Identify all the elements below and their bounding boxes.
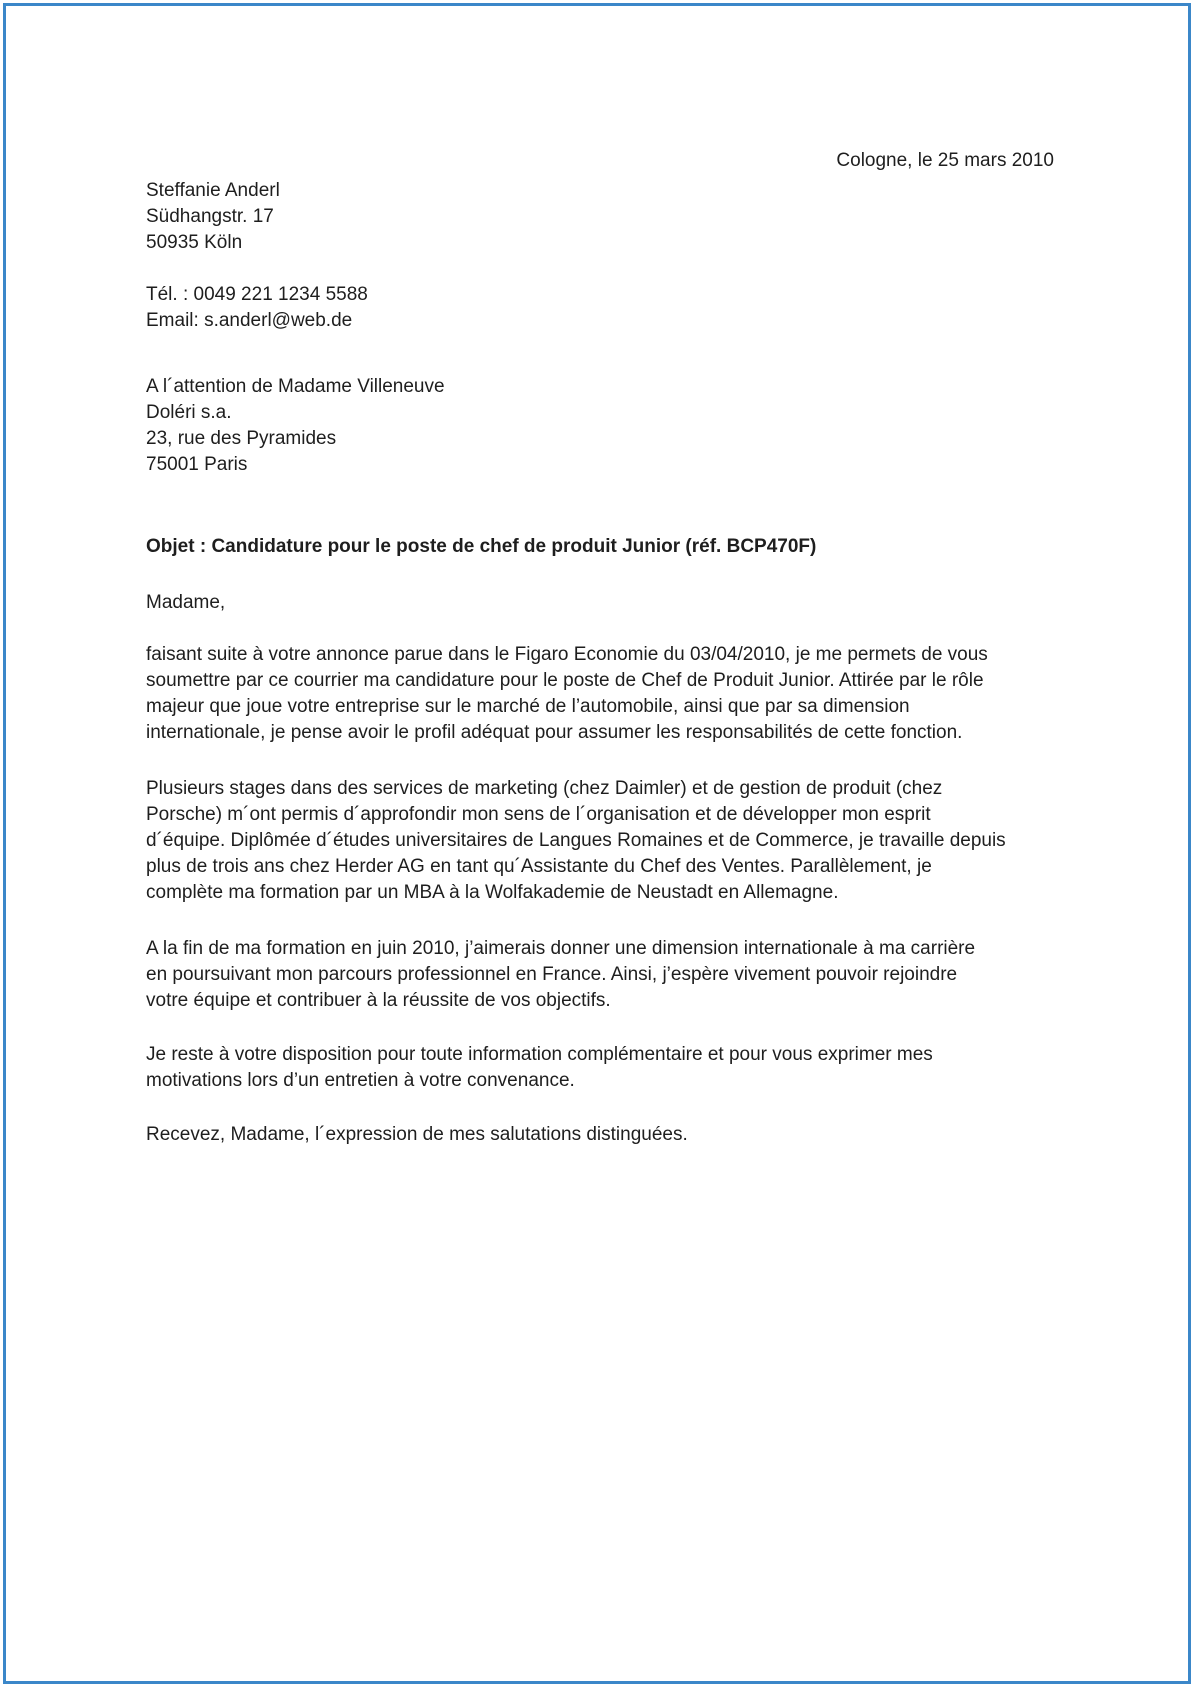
sender-city: 50935 Köln: [146, 232, 243, 253]
letter-salutation: Madame,: [146, 592, 226, 613]
paragraph-line: d´équipe. Diplômée d´études universitaires de Langues Romaines et de Commerce, je travaille depuis: [146, 830, 1006, 851]
recipient-street: 23, rue des Pyramides: [146, 428, 337, 449]
recipient-city: 75001 Paris: [146, 454, 248, 475]
letter-date: Cologne, le 25 mars 2010: [836, 150, 1054, 171]
body-paragraph: [146, 1042, 1046, 1094]
paragraph-line: motivations lors d’un entretien à votre convenance.: [146, 1070, 575, 1091]
paragraph-line: majeur que joue votre entreprise sur le marché de l’automobile, ainsi que par sa dimension: [146, 696, 910, 717]
sender-street: Südhangstr. 17: [146, 206, 274, 227]
body-paragraph: [146, 642, 1046, 746]
sender-phone: Tél. : 0049 221 1234 5588: [146, 284, 368, 305]
closing-paragraph: [146, 1122, 1046, 1148]
body-paragraph: [146, 776, 1046, 906]
paragraph-line: Je reste à votre disposition pour toute information complémentaire et pour vous exprimer mes: [146, 1044, 933, 1065]
sender-address: [146, 178, 1046, 256]
paragraph-line: votre équipe et contribuer à la réussite de vos objectifs.: [146, 990, 611, 1011]
recipient-company: Doléri s.a.: [146, 402, 232, 423]
recipient-address: [146, 374, 1046, 478]
body-paragraph: [146, 936, 1046, 1014]
sender-name: Steffanie Anderl: [146, 180, 280, 201]
paragraph-line: complète ma formation par un MBA à la Wolfakademie de Neustadt en Allemagne.: [146, 882, 839, 903]
sender-email: Email: s.anderl@web.de: [146, 310, 353, 331]
recipient-attention: A l´attention de Madame Villeneuve: [146, 376, 445, 397]
paragraph-line: faisant suite à votre annonce parue dans le Figaro Economie du 03/04/2010, je me permets de vous: [146, 644, 988, 665]
paragraph-line: A la fin de ma formation en juin 2010, j’aimerais donner une dimension internationale à ma carrière: [146, 938, 976, 959]
paragraph-line: plus de trois ans chez Herder AG en tant qu´Assistante du Chef des Ventes. Parallèlement, je: [146, 856, 932, 877]
paragraph-line: en poursuivant mon parcours professionnel en France. Ainsi, j’espère vivement pouvoir rejoindre: [146, 964, 958, 985]
letter-subject: Objet : Candidature pour le poste de chef de produit Junior (réf. BCP470F): [146, 536, 817, 557]
paragraph-line: Porsche) m´ont permis d´approfondir mon sens de l´organisation et de développer mon esprit: [146, 804, 931, 825]
paragraph-line: internationale, je pense avoir le profil adéquat pour assumer les responsabilités de cette fonction.: [146, 722, 963, 743]
paragraph-line: Plusieurs stages dans des services de marketing (chez Daimler) et de gestion de produit (chez: [146, 778, 943, 799]
paragraph-line: soumettre par ce courrier ma candidature pour le poste de Chef de Produit Junior. Attirée par le rôle: [146, 670, 984, 691]
paragraph-line: Recevez, Madame, l´expression de mes salutations distinguées.: [146, 1124, 688, 1145]
sender-contact: [146, 282, 1046, 334]
